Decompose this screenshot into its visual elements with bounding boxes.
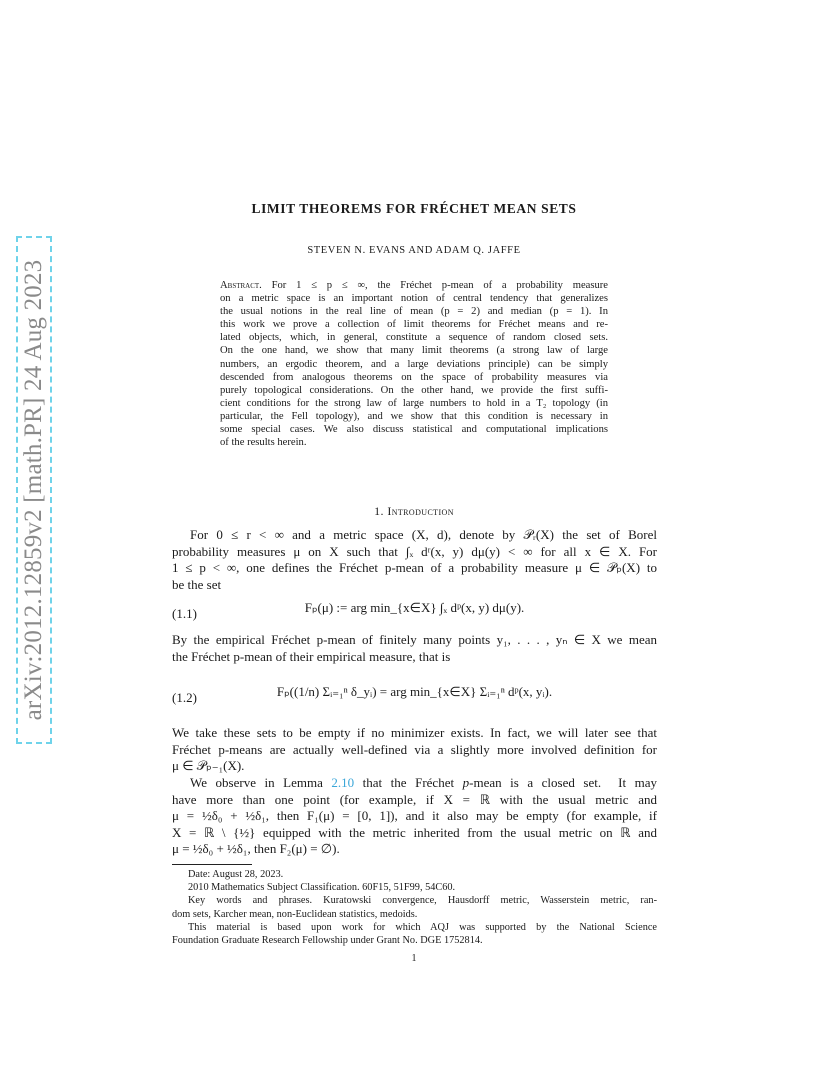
- abstract-line: On the one hand, we show that many limit theorems (a strong law of large: [220, 345, 608, 357]
- equation-1-2: [172, 680, 657, 720]
- text-line: For 0 ≤ r < ∞ and a metric space (X, d), denote by 𝒫ᵣ(X) the set of Borel: [190, 527, 657, 542]
- abstract-line: particular, the Fell topology), and we show that this condition is necessary in: [220, 410, 608, 422]
- text-line: probability measures μ on X such that ∫ₓ dʳ(x, y) dμ(y) < ∞ for all x ∈ X. For: [172, 543, 657, 559]
- abstract-line: on a metric space is an important notion of central tendency that generalizes: [220, 293, 608, 305]
- arxiv-stamp-text: arXiv:2012.12859v2 [math.PR] 24 Aug 2023: [20, 259, 47, 721]
- abstract-line: numbers, an ergodic theorem, and a large deviations principle) can be simply: [220, 358, 608, 370]
- text-line: X = ℝ \ {½} equipped with the metric inherited from the usual metric on ℝ and: [172, 824, 657, 840]
- footnote-line: Key words and phrases. Kuratowski convergence, Hausdorff metric, Wasserstein metric, ran-: [188, 895, 657, 907]
- text-line: μ ∈ 𝒫ₚ₋₁(X).: [172, 758, 245, 773]
- text-line: μ = ½δ₀ + ½δ₁, then F₂(μ) = ∅).: [172, 841, 340, 856]
- abstract-line: the usual notions in the real line of mean (p = 2) and median (p = 1). In: [220, 306, 608, 318]
- text-line: We take these sets to be empty if no minimizer exists. In fact, we will later see that: [172, 725, 657, 740]
- equation-number: (1.1): [172, 606, 197, 621]
- equation-number: (1.2): [172, 690, 197, 705]
- text-line: have more than one point (for example, if X = ℝ with the usual metric and: [172, 791, 657, 807]
- page-number: 1: [411, 953, 417, 964]
- footnote-line: Date: August 28, 2023.: [188, 869, 284, 880]
- text-line: 1 ≤ p < ∞, one defines the Fréchet p-mean of a probability measure μ ∈ 𝒫ₚ(X) to: [172, 560, 657, 575]
- footnote-line: dom sets, Karcher mean, non-Euclidean statistics, medoids.: [172, 908, 418, 920]
- paragraph-1: [172, 527, 657, 593]
- footnote-line: 2010 Mathematics Subject Classification. 60F15, 51F99, 54C60.: [188, 882, 456, 894]
- abstract-line: descended from analogous theorems on the space of probability measures via: [220, 371, 608, 383]
- footnote-line: This material is based upon work for which AQJ was supported by the National Science: [188, 921, 657, 933]
- arxiv-stamp: [16, 236, 52, 744]
- paragraph-3: [172, 725, 657, 775]
- text-line: We observe in Lemma 2.10 that the Fréchet p-mean is a closed set. It may: [190, 775, 657, 790]
- abstract-line: some special cases. We also discuss statistical and computational implications: [220, 424, 608, 436]
- abstract: [220, 279, 608, 449]
- text-line: μ = ½δ₀ + ½δ₁, then F₁(μ) = [0, 1]), and it also may be empty (for example, if: [172, 808, 657, 823]
- paper-authors: STEVEN N. EVANS AND ADAM Q. JAFFE: [307, 245, 521, 256]
- paragraph-4: [172, 775, 657, 858]
- equation-formula: Fₚ((1/n) Σᵢ₌₁ⁿ δ_yᵢ) = arg min_{x∈X} Σᵢ₌₁ⁿ dᵖ(x, yᵢ).: [276, 684, 553, 699]
- footnote-line: Foundation Graduate Research Fellowship under Grant No. DGE 1752814.: [172, 935, 483, 947]
- text-line: be the set: [172, 576, 222, 592]
- abstract-line: lated objects, which, in general, constitute a sequence of random closed sets.: [220, 332, 608, 344]
- paper-title: LIMIT THEOREMS FOR FRÉCHET MEAN SETS: [251, 201, 577, 216]
- footnotes: [172, 868, 657, 947]
- text-line: the Fréchet p-mean of their empirical measure, that is: [172, 648, 451, 664]
- paragraph-2: [172, 632, 657, 665]
- equation-formula: Fₚ(μ) := arg min_{x∈X} ∫ₓ dᵖ(x, y) dμ(y).: [304, 600, 525, 615]
- abstract-line: cient conditions for the strong law of large numbers to hold in a T₂ topology (in: [220, 397, 608, 409]
- abstract-line: of the results herein.: [220, 437, 307, 449]
- abstract-line: purely topological considerations. On the other hand, we provide the first suffi-: [220, 384, 608, 396]
- text-line: Fréchet p-means are actually well-defined via a slightly more involved definition for: [172, 741, 657, 757]
- text-line: By the empirical Fréchet p-mean of finitely many points y₁, . . . , yₙ ∈ X we mean: [172, 632, 657, 647]
- section-heading: 1. Introduction: [374, 504, 454, 518]
- equation-1-1: [172, 596, 657, 636]
- abstract-line: Abstract. For 1 ≤ p ≤ ∞, the Fréchet p-mean of a probability measure: [220, 280, 608, 291]
- abstract-heading: Abstract.: [220, 280, 262, 291]
- lemma-link[interactable]: 2.10: [331, 775, 355, 790]
- abstract-line: this work we prove a collection of limit theorems for Fréchet means and re-: [220, 319, 608, 331]
- footnote-rule: [172, 864, 252, 865]
